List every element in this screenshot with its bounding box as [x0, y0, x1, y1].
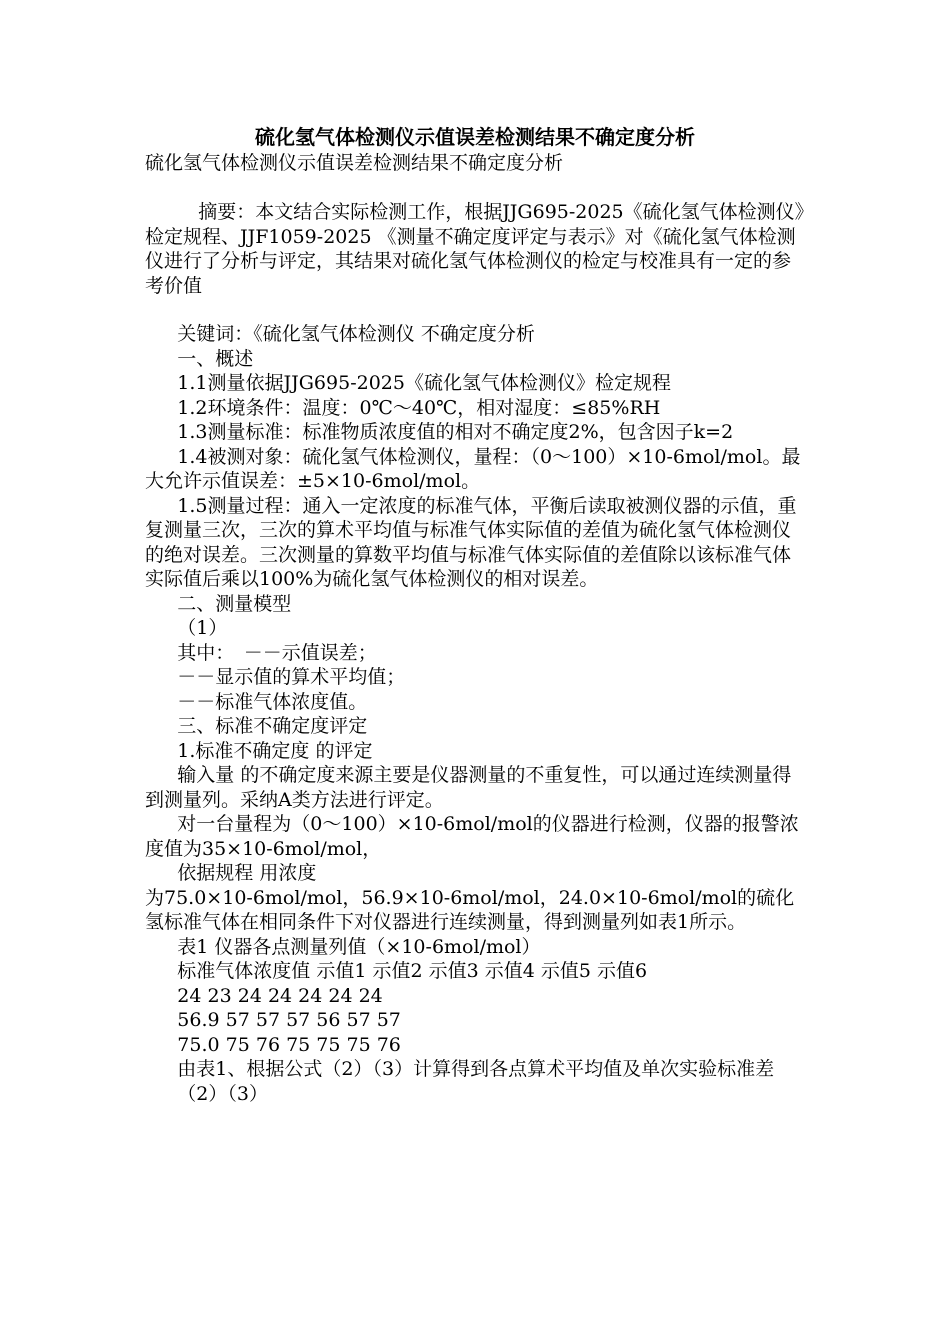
paragraph-1-1: 1.1测量依据JJG695-2025《硫化氢气体检测仪》检定规程: [177, 372, 671, 394]
document-body: [145, 322, 807, 1106]
equation-2-3-labels: （2）（3）: [177, 1082, 268, 1105]
table-header-row: 标准气体浓度值 示值1 示值2 示值3 示值4 示值5 示值6: [177, 960, 648, 982]
paragraph-3-2: 输入量 的不确定度来源主要是仪器测量的不重复性，可以通过连续测量得到测量列。采纳A类方法进行评定。: [145, 764, 792, 811]
where-line-1: 其中： －－示值误差；: [177, 641, 377, 664]
section-heading-model: 二、测量模型: [177, 592, 292, 615]
table-row: 56.9 57 57 57 56 57 57: [177, 1009, 401, 1031]
document-subtitle: 硫化氢气体检测仪示值误差检测结果不确定度分析: [145, 152, 564, 174]
paragraph-1-3: 1.3测量标准：标准物质浓度值的相对不确定度2%，包含因子k=2: [177, 421, 734, 443]
paragraph-3-4: 依据规程 用浓度: [177, 862, 317, 884]
paragraph-3-5: 为75.0×10-6mol/mol，56.9×10-6mol/mol，24.0×10-6mol/mol的硫化氢标准气体在相同条件下对仪器进行连续测量，得到测量列如表1所示。: [145, 886, 795, 933]
document-title: 硫化氢气体检测仪示值误差检测结果不确定度分析: [255, 125, 695, 149]
paragraph-1-4: 1.4被测对象：硫化氢气体检测仪，量程：（0～100）×10-6mol/mol。最大允许示值误差：±5×10-6mol/mol。: [145, 445, 801, 492]
paragraph-1-2: 1.2环境条件：温度：0℃～40℃，相对湿度：≤85%RH: [177, 396, 661, 419]
equation-1-label: （1）: [177, 617, 228, 639]
section-heading-overview: 一、概述: [177, 347, 254, 370]
where-line-2: －－显示值的算术平均值；: [177, 666, 406, 688]
abstract-paragraph: 摘要：本文结合实际检测工作，根据JJG695-2025《硫化氢气体检测仪》检定规程、JJF1059-2025 《测量不确定度评定与表示》对《硫化氢气体检测仪进行了分析与评定，其结果对硫化氢气体检测仪的检定与校准具有一定的参考价值: [145, 201, 805, 297]
table-row: 24 23 24 24 24 24 24: [177, 984, 383, 1007]
section-heading-uncertainty: 三、标准不确定度评定: [177, 715, 368, 737]
paragraph-3-6: 由表1、根据公式（2）（3）计算得到各点算术平均值及单次实验标准差: [177, 1058, 775, 1080]
where-line-3: －－标准气体浓度值。: [177, 690, 368, 713]
paragraph-1-5: 1.5测量过程：通入一定浓度的标准气体，平衡后读取被测仪器的示值，重复测量三次，三次的算术平均值与标准气体实际值的差值为硫化氢气体检测仪的绝对误差。三次测量的算数平均值与标准气体实际值的差值除以该标准气体实际值后乘以100%为硫化氢气体检测仪的相对误差。: [145, 494, 797, 590]
keywords-line: 关键词：《硫化氢气体检测仪 不确定度分析: [177, 323, 535, 345]
paragraph-3-3: 对一台量程为（0～100）×10-6mol/mol的仪器进行检测，仪器的报警浓度值为35×10-6mol/mol，: [145, 813, 799, 860]
paragraph-3-1: 1.标准不确定度 的评定: [177, 739, 373, 762]
table-caption: 表1 仪器各点测量列值（×10-6mol/mol）: [177, 935, 541, 958]
table-row: 75.0 75 76 75 75 75 76: [177, 1033, 401, 1056]
